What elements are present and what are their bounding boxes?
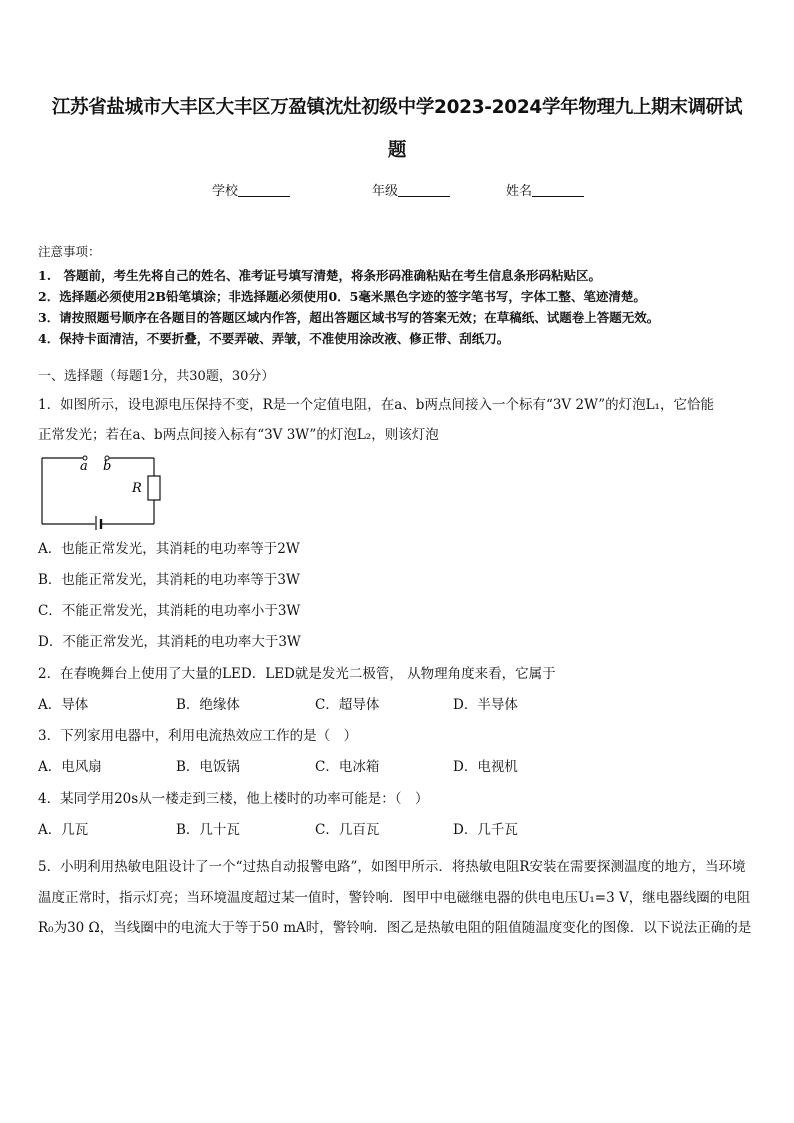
school-label: 学校 <box>212 184 239 199</box>
grade-blank[interactable] <box>398 183 450 197</box>
student-info-row <box>0 180 794 200</box>
q3-option-d[interactable]: D．电视机 <box>453 759 518 775</box>
q3-option-b[interactable]: B．电饭锅 <box>176 759 240 775</box>
circuit-diagram <box>40 454 162 530</box>
q2-options <box>38 695 738 715</box>
q1-stem-line2: 正常发光；若在a、b两点间接入标有“3V 3W”的灯泡L₂，则该灯泡 <box>38 427 439 443</box>
label-a: a <box>80 459 88 474</box>
label-r: R <box>132 481 142 496</box>
q4-stem: 4．某同学用20s从一楼走到三楼，他上楼时的功率可能是：（ ） <box>38 791 429 807</box>
exam-title-line1: 江苏省盐城市大丰区大丰区万盈镇沈灶初级中学2023-2024学年物理九上期末调研试 <box>51 97 743 118</box>
q4-option-c[interactable]: C．几百瓦 <box>315 822 380 838</box>
notice-block <box>38 243 758 349</box>
exam-title <box>30 86 764 172</box>
grade-label: 年级 <box>372 184 399 199</box>
name-label: 姓名 <box>506 184 533 199</box>
q5-stem: 5．小明利用热敏电阻设计了一个“过热自动报警电路”，如图甲所示．将热敏电阻R安装在需要探测温度的地方，当环境温度正常时，指示灯亮；当环境温度超过某一值时，警铃响．图甲中电磁继电器的供电电压U₁=3 V，继电器线圈的电阻R₀为30 Ω，当线圈中的电流大于等于50 mA时，警铃响．图乙是热敏电阻的阻值随温度变化的图像．以下说法正确的是 <box>38 859 752 936</box>
grade-field[interactable] <box>372 180 450 199</box>
notice-item-1: 1. 答题前，考生先将自己的姓名、准考证号填写清楚，将条形码准确粘贴在考生信息条形码粘贴区。 <box>38 268 602 283</box>
q1-option-b[interactable]: B．也能正常发光，其消耗的电功率等于3W <box>38 572 300 588</box>
q1-option-a[interactable]: A．也能正常发光，其消耗的电功率等于2W <box>38 541 300 557</box>
label-b: b <box>103 459 112 474</box>
q1-option-c[interactable]: C．不能正常发光，其消耗的电功率小于3W <box>38 603 301 619</box>
notice-item-2: 2．选择题必须使用2B铅笔填涂；非选择题必须使用0．5毫米黑色字迹的签字笔书写，字体工整、笔迹清楚。 <box>38 289 646 304</box>
exam-title-line2: 题 <box>387 140 407 161</box>
q4-option-b[interactable]: B．几十瓦 <box>176 822 240 838</box>
q3-options <box>38 757 738 777</box>
school-field[interactable] <box>212 180 290 199</box>
q2-stem: 2．在春晚舞台上使用了大量的LED．LED就是发光二极管， 从物理角度来看，它属于 <box>38 666 556 682</box>
q4-option-d[interactable]: D．几千瓦 <box>453 822 518 838</box>
q2-option-d[interactable]: D．半导体 <box>453 697 518 713</box>
q4-option-a[interactable]: A．几瓦 <box>38 822 89 838</box>
q1-stem-line1: 1．如图所示，设电源电压保持不变，R是一个定值电阻，在a、b两点间接入一个标有“3V 2W”的灯泡L₁，它恰能 <box>38 397 714 413</box>
q3-stem: 3．下列家用电器中，利用电流热效应工作的是（ ） <box>38 728 358 744</box>
resistor-symbol <box>148 476 160 500</box>
q2-option-b[interactable]: B．绝缘体 <box>176 697 240 713</box>
notice-item-3: 3．请按照题号顺序在各题目的答题区域内作答，超出答题区域书写的答案无效；在草稿纸、试题卷上答题无效。 <box>38 310 660 325</box>
school-blank[interactable] <box>238 183 290 197</box>
name-field[interactable] <box>506 180 584 199</box>
section-title: 一、选择题（每题1分，共30题，30分） <box>38 369 275 384</box>
notice-item-4: 4．保持卡面清洁，不要折叠，不要弄破、弄皱，不准使用涂改液、修正带、刮纸刀。 <box>38 331 510 346</box>
q3-option-c[interactable]: C．电冰箱 <box>315 759 380 775</box>
q2-option-a[interactable]: A．导体 <box>38 697 89 713</box>
name-blank[interactable] <box>532 183 584 197</box>
q1-option-d[interactable]: D．不能正常发光，其消耗的电功率大于3W <box>38 634 301 650</box>
notice-title: 注意事项： <box>38 244 101 259</box>
q4-options <box>38 820 738 840</box>
q3-option-a[interactable]: A．电风扇 <box>38 759 102 775</box>
q2-option-c[interactable]: C．超导体 <box>315 697 380 713</box>
